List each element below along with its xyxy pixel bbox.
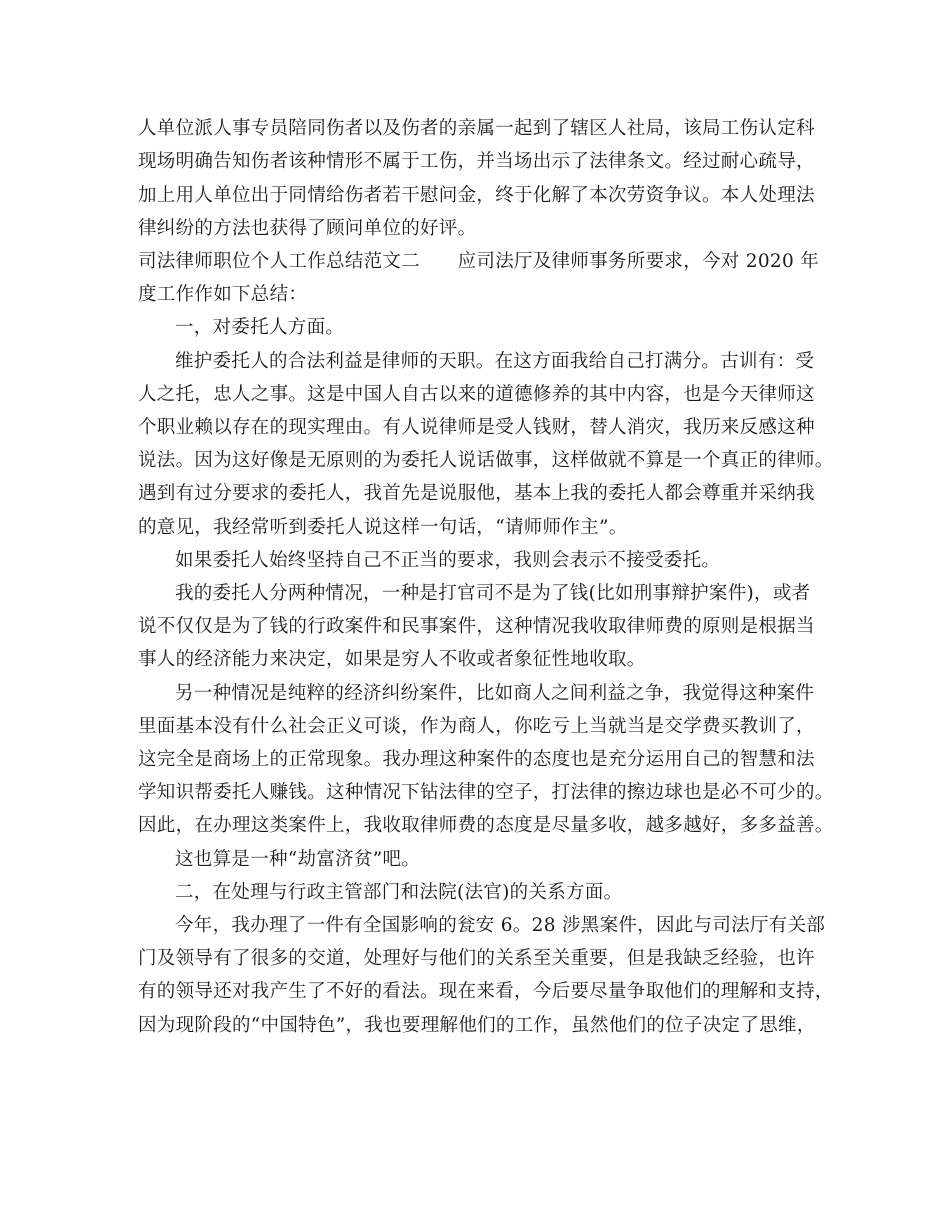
text-line: 因为现阶段的“中国特色”，我也要理解他们的工作，虽然他们的位子决定了思维，: [138, 1015, 816, 1036]
text-line: 有的领导还对我产生了不好的看法。现在来看，今后要尽量争取他们的理解和支持，: [138, 981, 834, 1002]
paragraph-start: 另一种情况是纯粹的经济纠纷案件，比如商人之间利益之争，我觉得这种案件: [175, 683, 815, 704]
text-line: 因此，在办理这类案件上，我收取律师费的态度是尽量多收，越多越好，多多益善。: [138, 815, 834, 836]
text-line: 人单位派人事专员陪同伤者以及伤者的亲属一起到了辖区人社局，该局工伤认定科: [138, 118, 815, 139]
paragraph-start: 今年，我办理了一件有全国影响的瓮安 6。28 涉黑案件，因此与司法厅有关部: [175, 915, 826, 936]
text-line: 的意见，我经常听到委托人说这样一句话，“请师师作主”。: [138, 517, 628, 538]
section-heading: 一，对委托人方面。: [175, 317, 345, 338]
paragraph-start: 如果委托人始终坚持自己不正当的要求，我则会表示不接受委托。: [175, 550, 721, 571]
text-line: 人之托，忠人之事。这是中国人自古以来的道德修养的其中内容，也是今天律师这: [138, 384, 815, 405]
paragraph-start: 我的委托人分两种情况，一种是打官司不是为了钱(比如刑事辩护案件)，或者: [175, 583, 811, 604]
text-line: 说法。因为这好像是无原则的为委托人说话做事，这样做就不算是一个真正的律师。: [138, 450, 834, 471]
text-line: 遇到有过分要求的委托人，我首先是说服他，基本上我的委托人都会尊重并采纳我: [138, 483, 815, 504]
text-line: 学知识帮委托人赚钱。这种情况下钻法律的空子，打法律的擦边球也是必不可少的。: [138, 782, 834, 803]
text-line: 这也算是一种“劫富济贫”吧。: [175, 849, 421, 870]
text-line: 这完全是商场上的正常现象。我办理这种案件的态度也是充分运用自己的智慧和法: [138, 749, 815, 770]
text-line: 事人的经济能力来决定，如果是穷人不收或者象征性地收取。: [138, 649, 646, 670]
text-line: 门及领导有了很多的交道，处理好与他们的关系至关重要，但是我缺乏经验，也许: [138, 948, 815, 969]
paragraph-start: 维护委托人的合法利益是律师的天职。在这方面我给自己打满分。古训有：受: [175, 351, 815, 372]
text-line: 律纠纷的方法也获得了顾问单位的好评。: [138, 218, 477, 239]
text-line: 里面基本没有什么社会正义可谈，作为商人，你吃亏上当就当是交学费买教训了，: [138, 716, 815, 737]
text-line: 个职业赖以存在的现实理由。有人说律师是受人钱财，替人消灾，我历来反感这种: [138, 417, 815, 438]
section-title-line: 司法律师职位个人工作总结范文二 应司法厅及律师事务所要求，今对 2020 年: [138, 251, 820, 272]
text-line: 加上用人单位出于同情给伤者若干慰问金，终于化解了本次劳资争议。本人处理法: [138, 185, 815, 206]
text-line: 现场明确告知伤者该种情形不属于工伤，并当场出示了法律条文。经过耐心疏导，: [138, 151, 815, 172]
section-heading: 二，在处理与行政主管部门和法院(法官)的关系方面。: [175, 882, 623, 903]
text-line: 度工作作如下总结：: [138, 284, 308, 305]
text-line: 说不仅仅是为了钱的行政案件和民事案件，这种情况我收取律师费的原则是根据当: [138, 616, 815, 637]
